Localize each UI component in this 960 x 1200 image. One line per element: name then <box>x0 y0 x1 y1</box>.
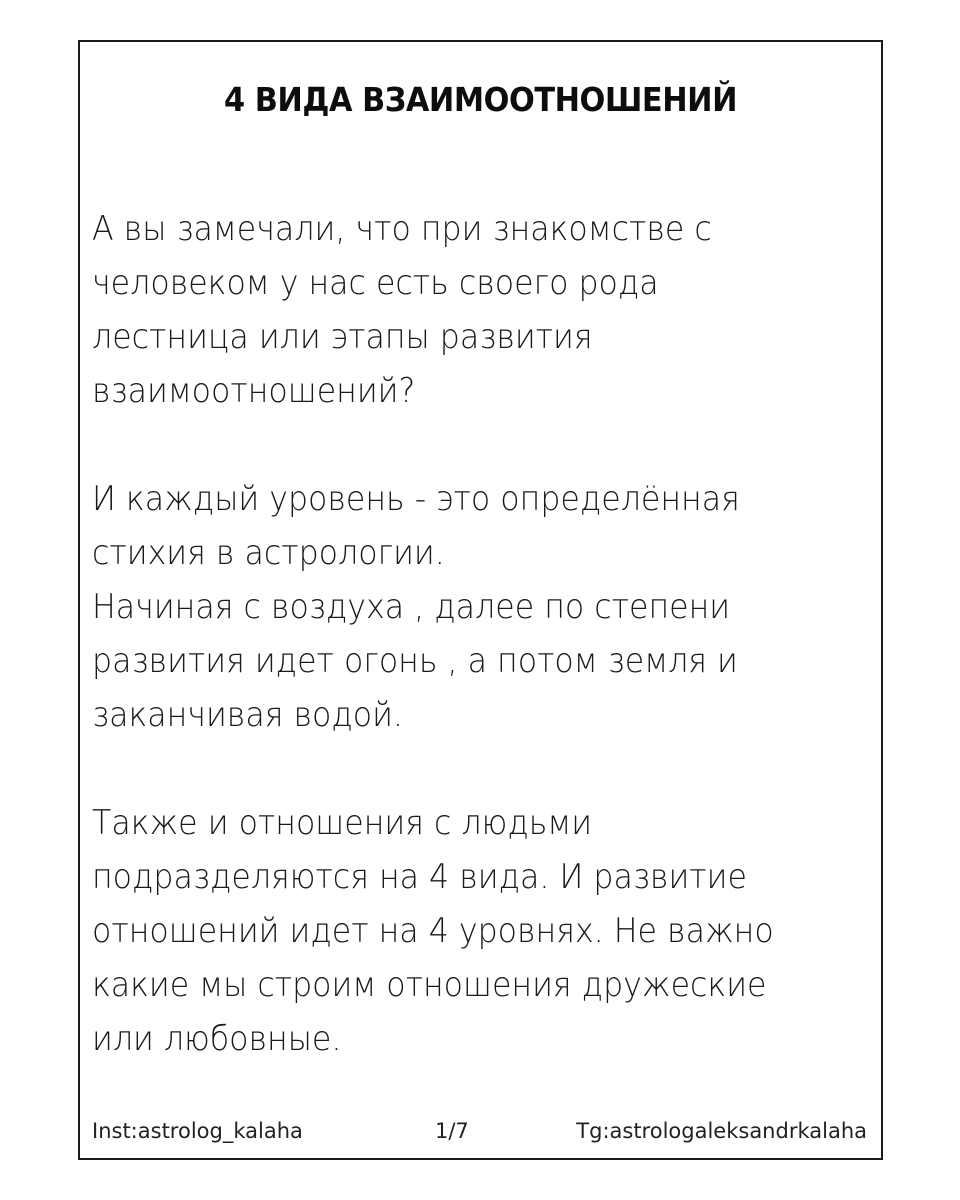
text-line: И каждый уровень - это определённая <box>92 479 740 519</box>
paragraph-1 <box>92 202 827 418</box>
text-line: стихия в астрологии. <box>92 533 445 573</box>
text-line: или любовные. <box>92 1019 342 1059</box>
slide-body <box>92 202 827 1066</box>
paragraph-3 <box>92 796 827 1066</box>
text-line: Также и отношения с людьми <box>92 803 593 843</box>
text-line: какие мы строим отношения дружеские <box>92 965 767 1005</box>
page-indicator: 1/7 <box>435 1119 469 1143</box>
slide-title: 4 ВИДА ВЗАИМООТНОШЕНИЙ <box>223 80 738 119</box>
text-line: лестница или этапы развития <box>92 317 593 357</box>
text-line: подразделяются на 4 вида. И развитие <box>92 857 747 897</box>
text-line: человеком у нас есть своего рода <box>92 263 659 303</box>
text-line: заканчивая водой. <box>92 695 403 735</box>
slide-card <box>78 40 883 1160</box>
text-line: развития идет огонь , а потом земля и <box>92 641 738 681</box>
paragraph-2 <box>92 472 827 742</box>
telegram-handle: Tg:astrologaleksandrkalaha <box>576 1119 867 1143</box>
slide-footer <box>80 1119 881 1149</box>
text-line: Начиная с воздуха , далее по степени <box>92 587 731 627</box>
text-line: А вы замечали, что при знакомстве с <box>92 209 712 249</box>
instagram-handle: Inst:astrolog_kalaha <box>92 1119 303 1143</box>
text-line: отношений идет на 4 уровнях. Не важно <box>92 911 774 951</box>
text-line: взаимоотношений? <box>92 371 416 411</box>
